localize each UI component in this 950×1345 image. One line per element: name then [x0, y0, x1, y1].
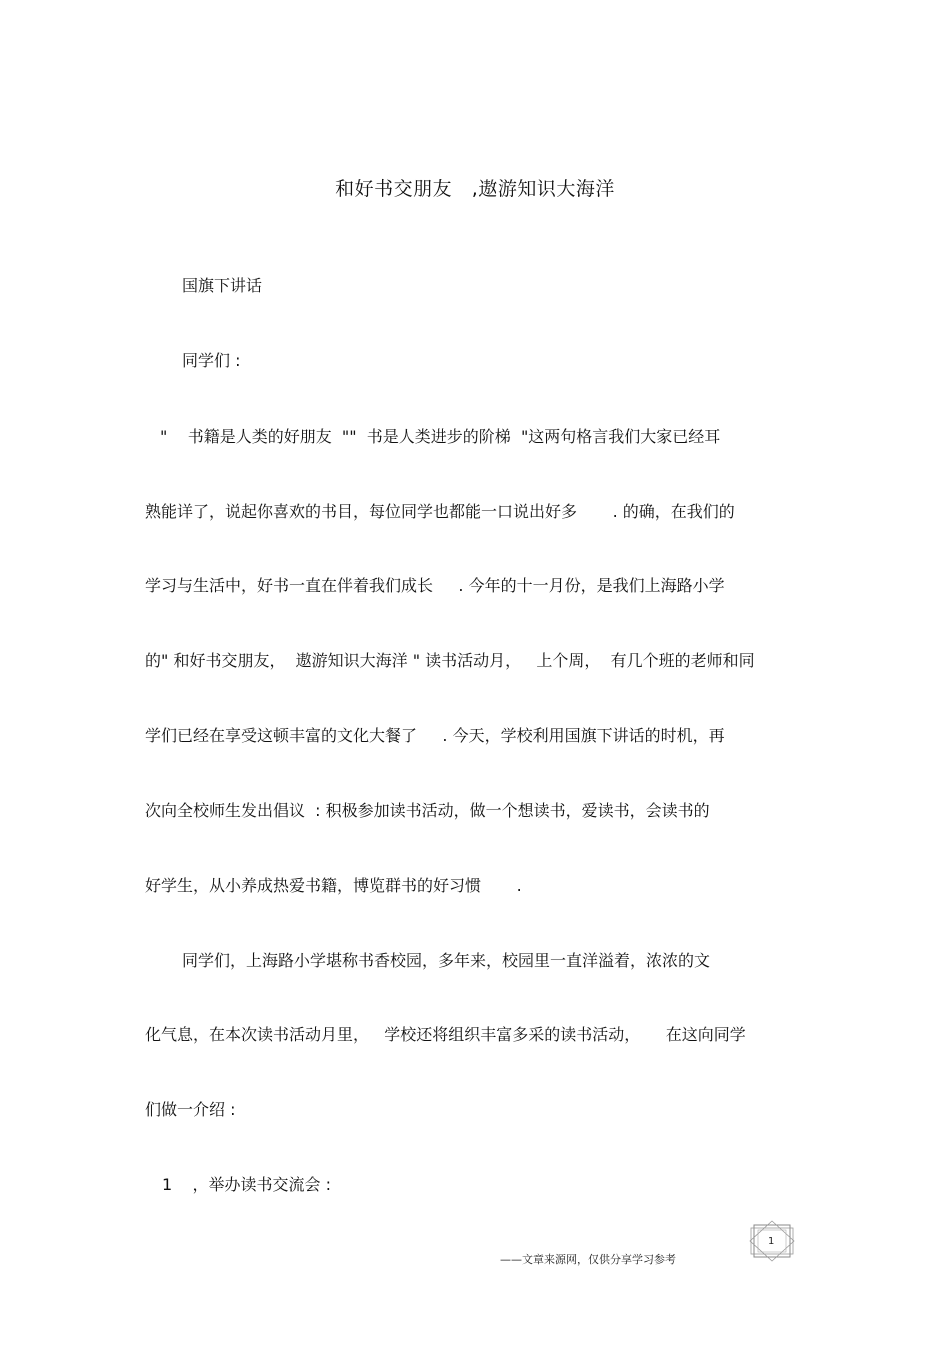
document-title: 和好书交朋友 ,遨游知识大海洋 [335, 178, 615, 200]
paragraph-line: 好学生，从小养成热爱书籍，博览群书的好习惯 . [145, 876, 522, 895]
paragraph-line: 国旗下讲话 [182, 276, 263, 295]
paragraph-line: 熟能详了，说起你喜欢的书目，每位同学也都能一口说出好多 . 的确，在我们的 [145, 502, 735, 521]
page-number: 1 [768, 1236, 775, 1247]
paragraph-line: 学习与生活中，好书一直在伴着我们成长 . 今年的十一月份，是我们上海路小学 [145, 576, 725, 595]
paragraph-line: 学们已经在享受这顿丰富的文化大餐了 . 今天，学校利用国旗下讲话的时机，再 [145, 726, 725, 745]
list-item: 1 ，举办读书交流会 : [162, 1175, 332, 1194]
paragraph-line: 同学们，上海路小学堪称书香校园，多年来，校园里一直洋溢着，浓浓的文 [182, 951, 711, 970]
paragraph-line: " 书籍是人类的好朋友 "" 书是人类进步的阶梯 "这两句格言我们大家已经耳 [160, 427, 721, 446]
paragraph-line: 同学们 : [182, 351, 241, 370]
paragraph-line: 次向全校师生发出倡议 : 积极参加读书活动，做一个想读书，爱读书，会读书的 [145, 801, 710, 820]
footer-source-note: ——文章来源网，仅供分享学习参考 [500, 1253, 676, 1266]
paragraph-line: 化气息，在本次读书活动月里， 学校还将组织丰富多采的读书活动， 在这向同学 [145, 1025, 746, 1044]
paragraph-line: 的" 和好书交朋友， 遨游知识大海洋 " 读书活动月， 上个周， 有几个班的老师和同 [145, 651, 755, 670]
paragraph-line: 们做一介绍 : [145, 1100, 236, 1119]
